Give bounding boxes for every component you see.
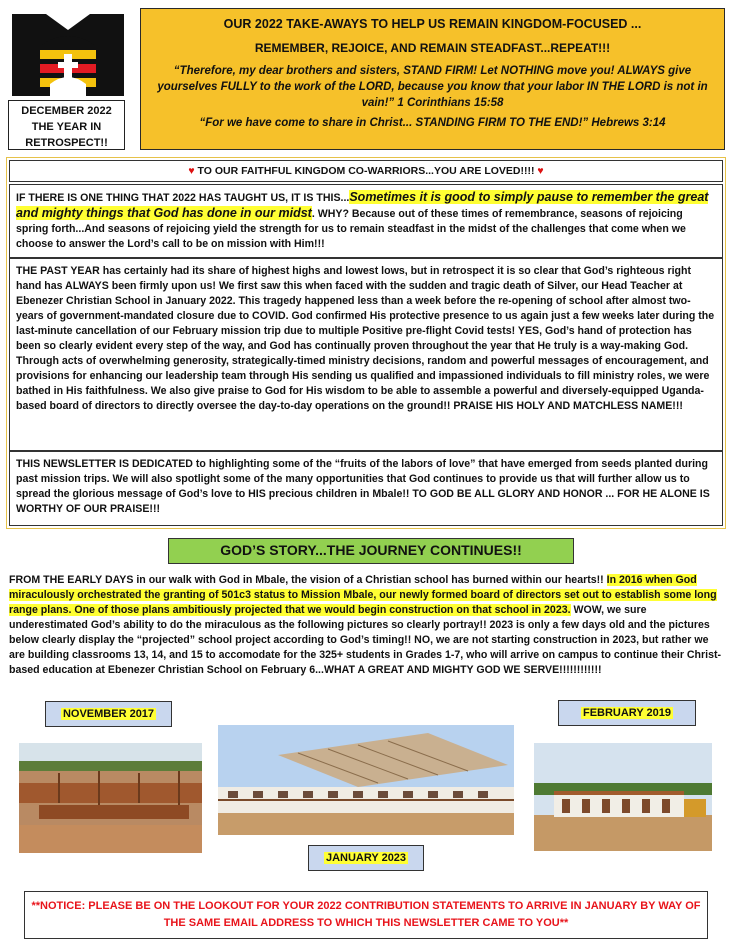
date-line-3: RETROSPECT!!	[25, 137, 108, 149]
story-lead: FROM THE EARLY DAYS in our walk with God in Mbale, the vision of a Christian school has burned within our hearts!!	[9, 574, 607, 586]
story-rest: WOW, we sure underestimated God’s ability to do the miraculous as the following pictures so clearly portray!! 2023 is only a few days old and the pictures below clearly display the “projected” school project according to God’s timing!! NO, we are not starting construction in 2023, but rather we are building classrooms 13, 14, and 15 to accomodate for the 325+ students in Grades 1-7, who will arrive on campus to continue their Christ-based education at Ebenezer Christian School on February 6...WHAT A GREAT AND MIGHTY GOD WE SERVE!!!!!!!!!!!!	[9, 604, 722, 676]
label-february-2019: FEBRUARY 2019	[558, 700, 696, 726]
banner-quote-hebrews: “For we have come to share in Christ... STANDING FIRM TO THE END!” Hebrews 3:14	[199, 117, 666, 129]
story-paragraph	[9, 573, 723, 678]
photo-february-2019	[534, 743, 712, 851]
photo-november-2017	[19, 743, 202, 853]
heart-icon: ♥	[537, 165, 544, 177]
lesson-lead: IF THERE IS ONE THING THAT 2022 HAS TAUGHT US, IT IS THIS...	[16, 192, 350, 204]
past-year-text: THE PAST YEAR has certainly had its share of highest highs and lowest lows, but in retrospect it is so clear that God’s righteous right hand has ALWAYS been firmly upon us! We first saw this when faced with the sudden and tragic death of Silver, our Head Teacher at Ebenezer Christian School in January 2022. This tragedy happened less than a week before the re-opening of school after almost two-years of government-mandated closure due to COVID. God confirmed His protective presence to us again just a few weeks later during the last-minute cancellation of our February mission trip due to multiple Positive pre-flight Covid tests! YES, God’s hand of protection has been so clearly evident every step of the way, and God has continually proven throughout the year that He truly is a way-making God. Through acts of overwhelming generosity, strategically-timed ministry decisions, random and powerful messages of encouragement, and provisions for enhancing our leadership team through His sending us qualified and impassioned individuals to fill ministry roles, we were bathed in His faithfulness. We also give praise to God for His wisdom to be able to assemble a powerful and diversely-equipped Uganda-based board of directors to directly oversee the day-to-day operations on the ground!! PRAISE HIS HOLY AND MATCHLESS NAME!!!	[16, 265, 715, 412]
story-highlight: In 2016 when God miraculously orchestrated the granting of 501c3 status to Mission Mbale, our newly formed board of directors set out to establish some long range plans. One of those plans ambitiously projected that we would begin construction on that school in 2023.	[9, 574, 717, 616]
heart-icon: ♥	[188, 165, 195, 177]
lesson-highlight: Sometimes it is good to simply pause to remember the great and mighty things that God has done in our midst	[16, 190, 709, 220]
ministry-logo-icon	[8, 8, 128, 98]
loved-text: TO OUR FAITHFUL KINGDOM CO-WARRIORS...YOU ARE LOVED!!!!	[197, 165, 535, 177]
banner-title: OUR 2022 TAKE-AWAYS TO HELP US REMAIN KINGDOM-FOCUSED ...	[223, 17, 642, 31]
paragraph-past-year	[9, 258, 723, 451]
loved-heading	[9, 160, 723, 182]
label-november-2017: NOVEMBER 2017	[45, 701, 172, 727]
date-line-1: DECEMBER 2022	[21, 105, 112, 117]
dedication-text: THIS NEWSLETTER IS DEDICATED to highlighting some of the “fruits of the labors of love” that have emerged from seeds planted during past mission trips. We will also spotlight some of the many opportunities that God continues to provide us that will further allow us to spread the glorious message of God’s love to HIS precious children in Mbale!! TO GOD BE ALL GLORY AND HONOR ... FOR HE ALONE IS WORTHY OF OUR PRAISE!!!	[16, 458, 710, 515]
photo-january-2023	[218, 725, 514, 835]
header-banner	[140, 8, 725, 150]
banner-quote-corinthians: “Therefore, my dear brothers and sisters, STAND FIRM! Let NOTHING move you! ALWAYS give yourselves FULLY to the work of the LORD, because you know that your labor IN THE LORD is not in vain!” 1 Corinthians 15:58	[157, 65, 708, 109]
paragraph-lesson	[9, 184, 723, 258]
lesson-rest: . WHY? Because out of these times of remembrance, seasons of rejoicing spring forth...And seasons of rejoicing yield the strength for us to remain steadfast in the midst of the challenges that come when we choose to answer the Lord’s call to be on mission with Him!!!	[16, 208, 686, 250]
date-line-2: THE YEAR IN	[31, 121, 102, 133]
label-january-2023: JANUARY 2023	[308, 845, 424, 871]
banner-subtitle: REMEMBER, REJOICE, AND REMAIN STEADFAST...REPEAT!!!	[254, 41, 611, 55]
notice-box: **NOTICE: PLEASE BE ON THE LOOKOUT FOR YOUR 2022 CONTRIBUTION STATEMENTS TO ARRIVE IN JANUARY BY WAY OF THE SAME EMAIL ADDRESS TO WHICH THIS NEWSLETTER CAME TO YOU**	[24, 891, 708, 939]
paragraph-dedication	[9, 451, 723, 526]
story-title: GOD’S STORY...THE JOURNEY CONTINUES!!	[168, 538, 574, 564]
date-box	[8, 100, 125, 150]
